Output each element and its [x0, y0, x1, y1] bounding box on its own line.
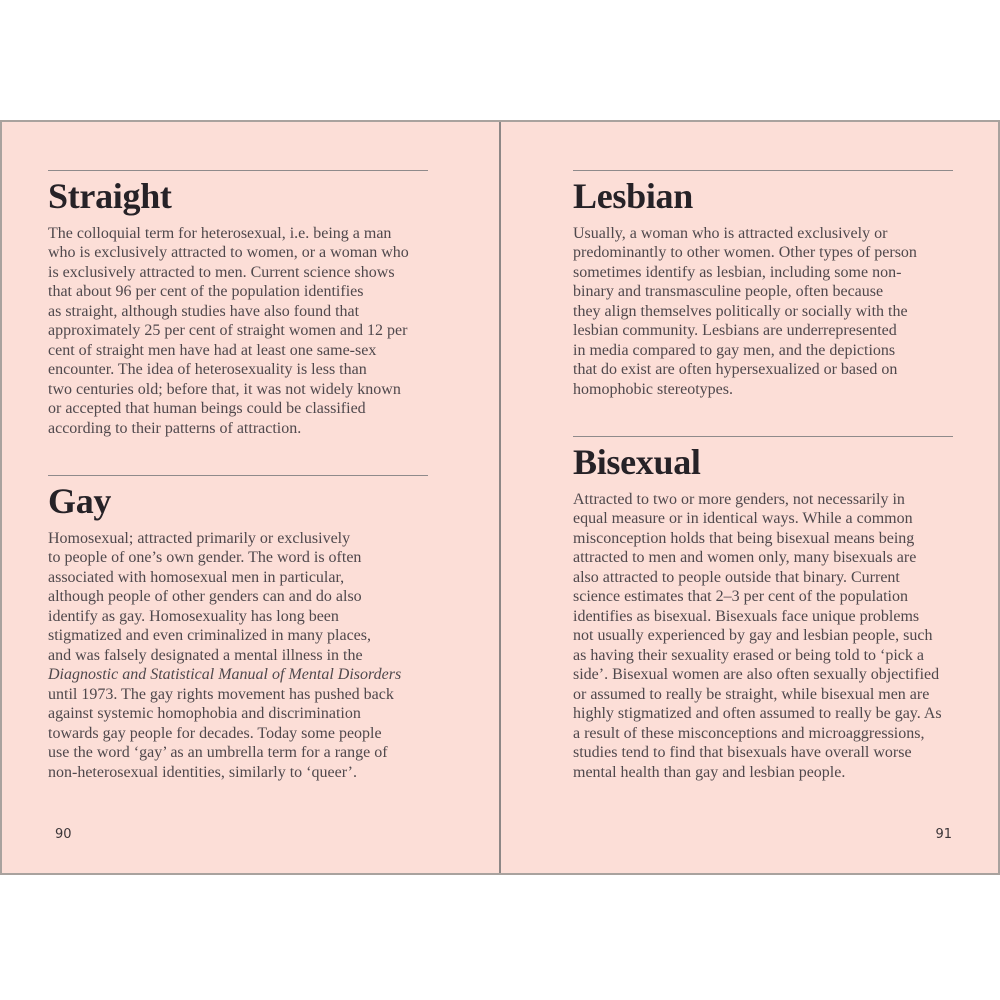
section-divider	[573, 436, 953, 437]
page-number-right: 91	[935, 827, 952, 842]
entry-heading-bisexual: Bisexual	[573, 442, 701, 483]
entry-body-gay	[48, 529, 503, 783]
page-number-left: 90	[55, 827, 72, 842]
entry-bisexual	[573, 436, 953, 782]
entry-heading-lesbian: Lesbian	[573, 176, 693, 216]
entry-straight	[48, 170, 428, 438]
entry-body-lesbian: Usually, a woman who is attracted exclusively or predominantly to other women. Other types of person sometimes identify as lesbian, including some non- binary and transmasculine people, often because they align themselves politically or socially with the lesbian community. Lesbians are underrepresented in media compared to gay men, and the depictions that do exist are often hypersexualized or based on homophobic stereotypes.	[573, 224, 917, 398]
section-divider	[48, 475, 428, 476]
page-right-content	[573, 170, 953, 782]
entry-body-bisexual: Attracted to two or more genders, not necessarily in equal measure or in identical ways. While a common misconception holds that being bisexual means being attracted to men and women only, many bisexuals are also attracted to people outside that binary. Current science estimates that 2–3 per cent of the population identifies as bisexual. Bisexuals face unique problems not usually experienced by gay and lesbian people, such as having their sexuality erased or being told to ‘pick a side’. Bisexual women are also often sexually objectified or assumed to really be straight, while bisexual men are highly stigmatized and often assumed to really be gay. As a result of these misconceptions and microaggressions, studies tend to find that bisexuals have overall worse mental health than gay and lesbian people.	[573, 490, 942, 781]
page-gutter	[499, 122, 501, 873]
book-spread	[0, 120, 1000, 875]
entry-body-gay-part2: until 1973. The gay rights movement has pushed back against systemic homophobia and discrimination towards gay people for decades. Today some people use the word ‘gay’ as an umbrella term for a range of non-heterosexual identities, similarly to ‘queer’.	[48, 685, 394, 781]
entry-heading-straight: Straight	[48, 176, 172, 216]
page-left-content	[48, 170, 428, 782]
section-divider	[48, 170, 428, 171]
entry-body-gay-italic-title: Diagnostic and Statistical Manual of Mental Disorders	[48, 666, 402, 684]
entry-heading-gay: Gay	[48, 481, 112, 522]
entry-lesbian	[573, 170, 953, 399]
section-divider	[573, 170, 953, 171]
entry-body-straight: The colloquial term for heterosexual, i.e. being a man who is exclusively attracted to women, or a woman who is exclusively attracted to men. Current science shows that about 96 per cent of the population identifies as straight, although studies have also found that approximately 25 per cent of straight women and 12 per cent of straight men have had at least one same-sex encounter. The idea of heterosexuality is less than two centuries old; before that, it was not widely known or accepted that human beings could be classified according to their patterns of attraction.	[48, 224, 409, 437]
entry-body-gay-part1: Homosexual; attracted primarily or exclusively to people of one’s own gender. The word is often associated with homosexual men in particular, although people of other genders can and do also identify as gay. Homosexuality has long been stigmatized and even criminalized in many places, and was falsely designated a mental illness in the	[48, 529, 371, 664]
entry-gay	[48, 475, 428, 782]
